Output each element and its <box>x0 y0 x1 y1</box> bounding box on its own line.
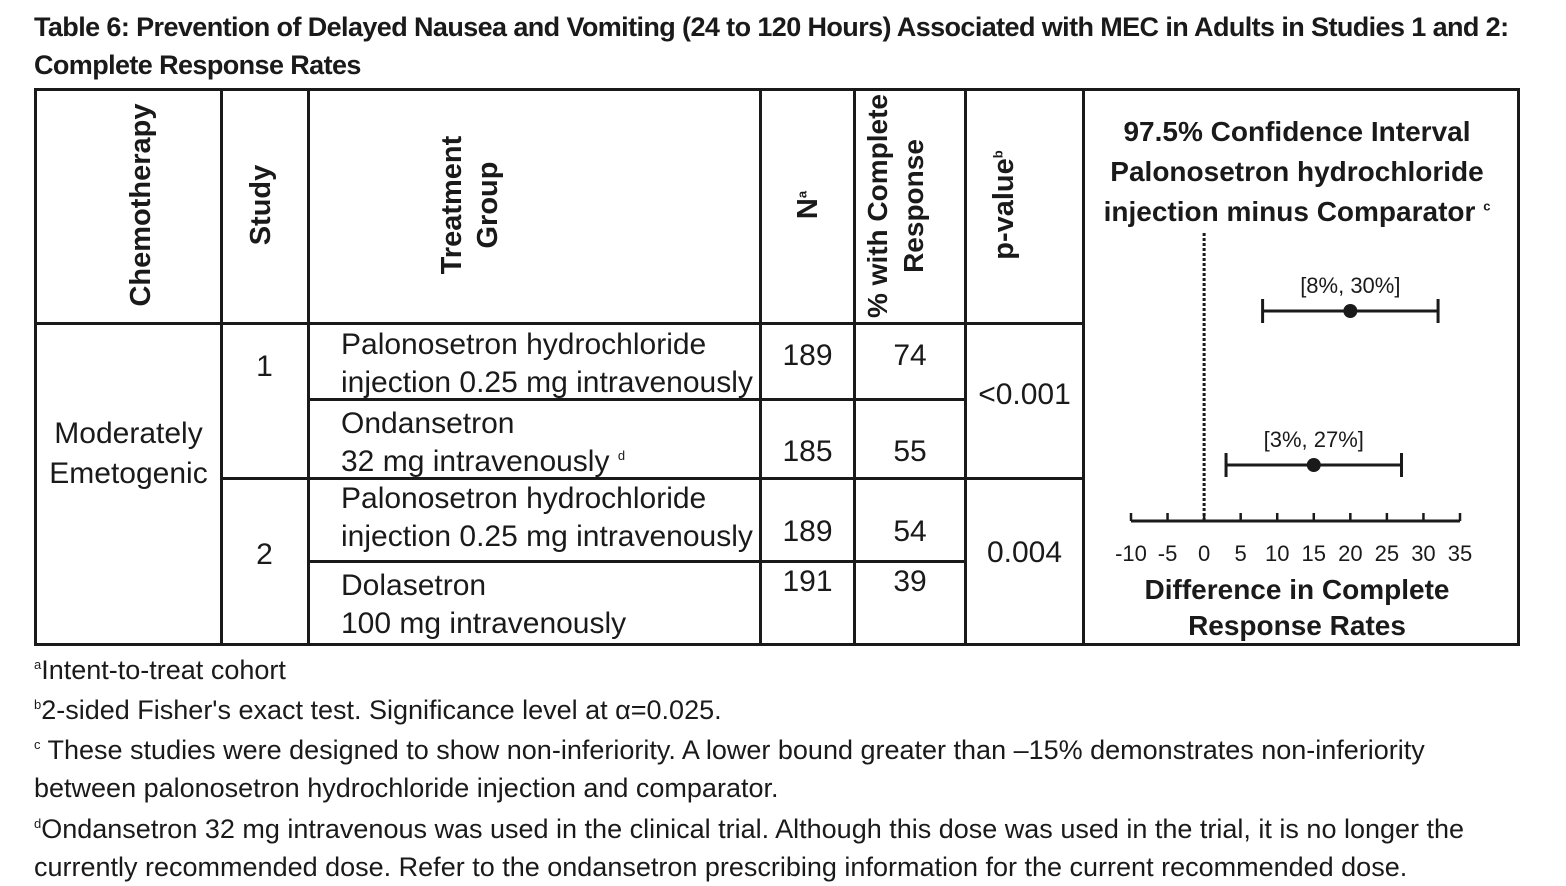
ci-label: [8%, 30%] <box>1300 273 1401 298</box>
footnote-b-sup: b <box>34 697 42 712</box>
pvalue-cell-study-1: <0.001 <box>978 378 1071 411</box>
x-axis-label-line1: Difference in Complete <box>1144 574 1450 605</box>
x-tick-label: 20 <box>1338 541 1363 566</box>
header-study-label: Study <box>245 164 277 246</box>
header-treatment-line1: Treatment <box>436 135 468 275</box>
n-cell: 189 <box>782 339 833 372</box>
header-pvalue-label: p-value <box>988 158 1020 260</box>
footnote-a-sup: a <box>34 657 42 672</box>
treatment-line2: 32 mg intravenously <box>341 445 610 478</box>
ci-header-sup: c <box>1483 198 1491 214</box>
table-title: Table 6: Prevention of Delayed Nausea and Vomiting (24 to 120 Hours) Associated with MEC in Adults in Studies 1 and 2: Complete Response Rates <box>34 12 1509 80</box>
x-tick-label: 0 <box>1197 541 1211 566</box>
treatment-cell <box>341 326 753 402</box>
point-estimate <box>1343 304 1357 318</box>
treatment-sup: d <box>617 448 626 463</box>
pct-cell: 74 <box>893 339 927 372</box>
chemo-line1: Moderately <box>54 417 203 450</box>
header-treatment-group <box>434 105 510 305</box>
x-tick-label: 35 <box>1447 541 1473 566</box>
footnote-a <box>34 651 286 689</box>
footnote-c-line1-wrap <box>34 731 1425 769</box>
footnote-c-line2: between palonosetron hydrochloride injection and comparator. <box>34 773 779 803</box>
header-treatment-line2: Group <box>472 161 504 249</box>
header-n-sup: a <box>794 190 810 199</box>
ci-label: [3%, 27%] <box>1263 427 1364 452</box>
x-tick-label: 15 <box>1301 541 1327 566</box>
footnote-c-sup: c <box>34 737 41 752</box>
chemotherapy-cell <box>37 414 220 494</box>
x-tick-label: -10 <box>1115 541 1147 566</box>
treatment-line2: injection 0.25 mg intravenously <box>341 520 753 553</box>
treatment-line2: injection 0.25 mg intravenously <box>341 366 753 399</box>
treatment-line2-wrap <box>341 443 625 481</box>
ci-header <box>1090 112 1504 232</box>
treatment-cell <box>341 405 625 481</box>
footnote-d <box>34 810 1464 886</box>
n-cell: 189 <box>782 515 833 548</box>
header-n <box>790 155 826 255</box>
ci-header-line3: injection minus Comparator <box>1103 196 1476 227</box>
treatment-line1: Dolasetron <box>341 569 487 602</box>
chemo-line2: Emetogenic <box>49 457 208 490</box>
header-complete-response <box>860 92 936 320</box>
treatment-line1: Ondansetron <box>341 407 515 440</box>
header-chemotherapy-label: Chemotherapy <box>125 103 157 307</box>
study-number-2: 2 <box>256 538 273 571</box>
point-estimate <box>1307 458 1321 472</box>
footnote-d-line2: currently recommended dose. Refer to the ondansetron prescribing information for the current recommended dose. <box>34 852 1408 882</box>
footnote-b-text: 2-sided Fisher's exact test. Significance level at α=0.025. <box>41 695 722 725</box>
pct-cell: 55 <box>893 435 927 468</box>
header-pvalue <box>986 125 1022 285</box>
header-rule <box>34 322 1084 325</box>
footnote-b <box>34 691 722 729</box>
study-number-1: 1 <box>256 350 273 383</box>
footnote-c-line1: These studies were designed to show non-inferiority. A lower bound greater than –15% demonstrates non-inferiority <box>47 735 1425 765</box>
pct-cell: 54 <box>893 515 927 548</box>
x-tick-label: 25 <box>1374 541 1400 566</box>
footnote-d-line1-wrap <box>34 810 1464 848</box>
x-tick-label: -5 <box>1157 541 1178 566</box>
x-axis-label-line2: Response Rates <box>1188 610 1406 641</box>
treatment-line2: 100 mg intravenously <box>341 607 627 640</box>
footnote-d-sup: d <box>34 816 42 831</box>
col-rule-2 <box>307 88 310 646</box>
footnote-d-line1: Ondansetron 32 mg intravenous was used in the clinical trial. Although this dose was used in the trial, it is no longer the <box>41 814 1465 844</box>
x-tick-label: 5 <box>1234 541 1247 566</box>
pct-cell: 39 <box>893 565 927 598</box>
header-chemotherapy <box>123 92 159 318</box>
header-complete-line2: Response <box>898 139 929 273</box>
ci-header-line2: Palonosetron hydrochloride <box>1110 156 1484 187</box>
treatment-cell <box>341 567 626 643</box>
header-study <box>243 145 279 265</box>
treatment-line1: Palonosetron hydrochloride <box>341 482 707 515</box>
treatment-cell <box>341 480 753 556</box>
x-tick-label: 30 <box>1411 541 1436 566</box>
n-cell: 191 <box>782 565 833 598</box>
ci-header-line1: 97.5% Confidence Interval <box>1123 116 1471 147</box>
forest-plot <box>1085 225 1515 645</box>
header-n-label: N <box>792 198 824 220</box>
header-complete-line1: % with Complete <box>862 94 893 319</box>
pvalue-cell-study-2: 0.004 <box>986 536 1063 569</box>
n-cell: 185 <box>782 435 833 468</box>
header-pvalue-sup: b <box>990 150 1006 159</box>
x-tick-label: 10 <box>1264 541 1290 566</box>
footnote-c <box>34 731 1425 807</box>
footnote-a-text: Intent-to-treat cohort <box>41 655 286 685</box>
treatment-line1: Palonosetron hydrochloride <box>341 328 707 361</box>
